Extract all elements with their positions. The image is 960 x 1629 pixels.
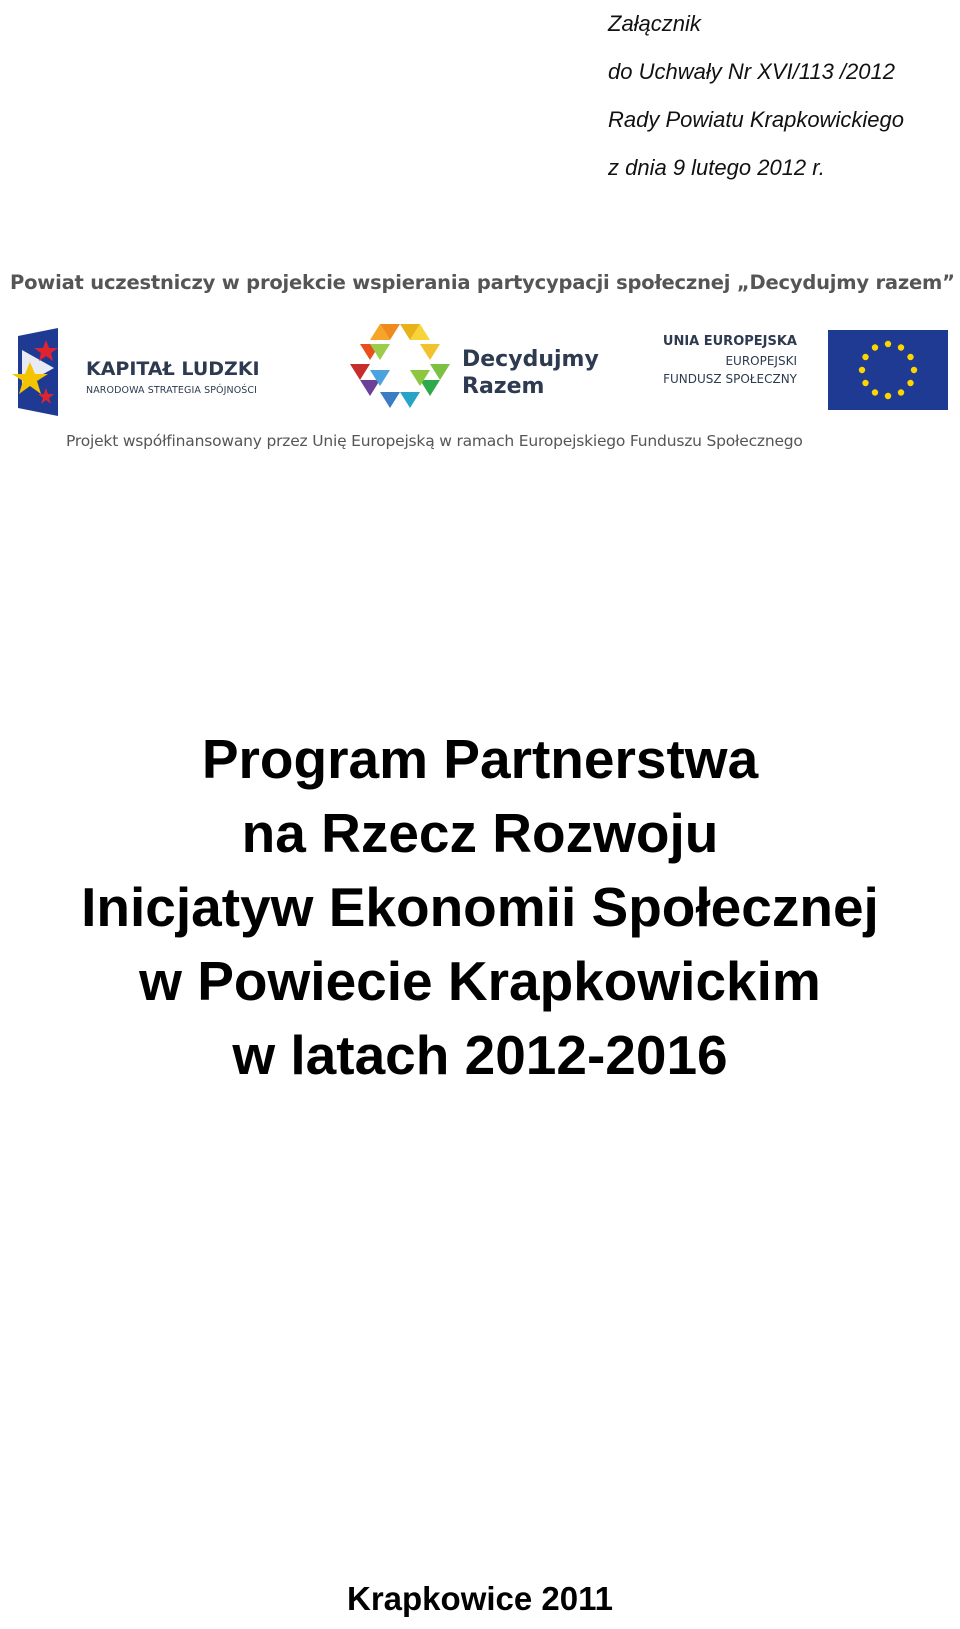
eu-fund-line1: EUROPEJSKI	[725, 354, 797, 368]
annex-label: Załącznik	[608, 11, 701, 36]
annex-header	[608, 0, 904, 192]
eu-flag-icon	[828, 330, 948, 410]
eu-text	[663, 332, 797, 388]
project-banner-title: Powiat uczestniczy w projekcie wspierania partycypacji społecznej „Decydujmy razem”	[10, 271, 955, 294]
council-name: Rady Powiatu Krapkowickiego	[608, 107, 904, 132]
resolution-date: z dnia 9 lutego 2012 r.	[608, 155, 825, 180]
place-and-year: Krapkowice 2011	[347, 1580, 613, 1617]
resolution-number: do Uchwały Nr XVI/113 /2012	[608, 59, 895, 84]
eu-logo	[640, 330, 960, 420]
decydujmy-word: Decydujmy	[462, 347, 599, 372]
logo-row	[0, 318, 960, 418]
title-line-4: w Powiecie Krapkowickim	[139, 950, 821, 1012]
kapital-ludzki-name: KAPITAŁ LUDZKI	[86, 358, 260, 380]
eu-union-name: UNIA EUROPEJSKA	[662, 334, 797, 349]
decydujmy-razem-logo	[350, 318, 610, 418]
decydujmy-razem-text	[462, 346, 599, 400]
kapital-ludzki-logo	[8, 328, 308, 418]
document-title	[0, 722, 960, 1092]
title-line-1: Program Partnerstwa	[201, 728, 759, 790]
razem-word: Razem	[462, 374, 545, 399]
kapital-ludzki-subtitle: NARODOWA STRATEGIA SPÓJNOŚCI	[86, 385, 258, 396]
decydujmy-razem-emblem-icon	[350, 322, 450, 408]
title-line-5: w latach 2012-2016	[232, 1024, 728, 1086]
title-line-3: Inicjatyw Ekonomii Społecznej	[81, 876, 879, 938]
kapital-ludzki-emblem-icon	[8, 328, 70, 416]
title-line-2: na Rzecz Rozwoju	[241, 802, 719, 864]
cofinancing-statement: Projekt współfinansowany przez Unię Europejską w ramach Europejskiego Funduszu Społecznego	[66, 432, 803, 450]
eu-fund-line2: FUNDUSZ SPOŁECZNY	[663, 372, 797, 386]
